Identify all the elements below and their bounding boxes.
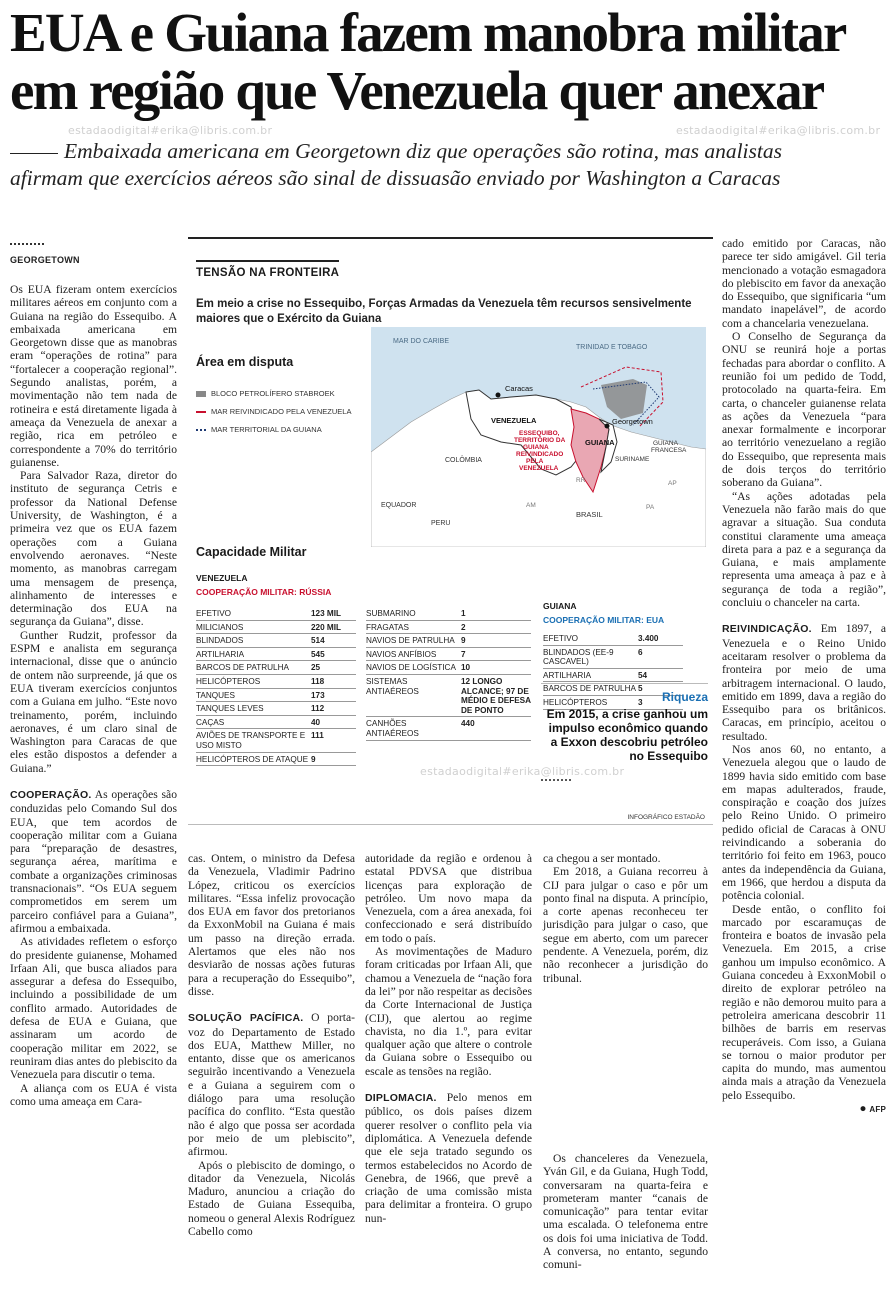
riqueza-rule [541,779,571,781]
table-row-label: NAVIOS ANFÍBIOS [366,649,437,659]
map-label-rr: RR [576,477,586,484]
table-row-label: ARTILHARIA [543,670,592,680]
paragraph: Após o plebiscito de domingo, o ditador da Venezuela, Nicolás Maduro, anunciou a criação do Estado de Guiana Essequiba, nomeou o general Alexis Rodríguez Cabello como [188,1158,355,1239]
venezuela-cooperation: COOPERAÇÃO MILITAR: RÚSSIA [196,587,332,597]
legend-item: MAR REIVINDICADO PELA VENEZUELA [196,407,351,416]
table-row-label: MILICIANOS [196,622,244,632]
table-row [196,689,356,703]
table-row [196,702,356,716]
riqueza-box [541,683,708,781]
table-row [366,634,531,648]
dispute-map [371,327,706,547]
paragraph: Gunther Rudzit, professor da ESPM e analista em segurança internacional, disse que o anúncio de ontem não surpreende, já que os EUA tiveram exercícios conjuntos com a Guiana em julho. “Este novo treinamento, porém, incluindo aeronaves, é um claro sinal de Washington para Caracas de que eles estão dispostos a defender a Guiana.” [10,628,177,775]
map-caracas-marker [496,393,501,398]
table-row-label: EFETIVO [543,634,579,643]
map-label-mar: MAR DO CARIBE [393,338,450,345]
map-legend [196,389,351,434]
table-row [196,675,356,689]
column-2 [188,852,355,1238]
paragraph: Para Salvador Raza, diretor do instituto de segurança Cetris e professor da National Defense University, de Washington, é a primeira vez que os EUA fazem operações com a Guiana envolvendo aeronaves. “Neste momento, as manobras carregam uma mensagem de presença, alinhamento de interesses e determinação dos EUA na segurança da Guiana”, disse. [10,469,177,629]
table-row-label: BLINDADOS (EE-9 CASCAVEL) [543,647,614,667]
map-label-georgetown: Georgetown [612,417,653,426]
column-5 [722,237,886,1116]
table-row [196,621,356,635]
table-row-value: 173 [311,690,325,700]
signoff: AFP [869,1105,886,1114]
paragraph: Desde então, o conflito foi marcado por escaramuças de fronteira e boatos de invasão pela Venezuela. Em 2015, a crise ganhou um impulso econômico. A Guiana concedeu à ExxonMobil o direito de explorar petróleo na região e não demorou muito para a petroleira americana descobrir 11 bilhões de barris em reservas recuperáveis. Com isso, a Guiana se tornou o maior produtor per capita do mundo, mas aumentou ainda mais a atração da Venezuela pelo Essequibo. [722,902,886,1102]
table-row-value: 514 [311,636,325,646]
table-row [196,661,356,675]
map-label-ap: AP [668,480,677,487]
dateline: GEORGETOWN [10,255,80,265]
map-label-guiana-francesa: GUIANA FRANCESA [651,440,687,454]
table-row-value: 112 [311,704,325,714]
table-row-value: 54 [638,670,648,680]
capacity-heading: Capacidade Militar [196,545,307,559]
map-label-guiana: GUIANA [585,438,615,447]
table-row-label: FRAGATAS [366,622,409,632]
paragraph: Em 2018, a Guiana recorreu à CIJ para julgar o caso e pôr um ponto final na disputa. A princípio, a corte apenas reconheceu ter jurisdição para julgar o caso, que segue em aberto, com um parecer pendente. A Venezuela, porém, diz não reconhecer a jurisdição do tribunal. [543,865,708,985]
paragraph: Nos anos 60, no entanto, a Venezuela alegou que o laudo de 1899 havia sido emitido com base em mapas adulterados, fraude, conspiração e coação dos juízes pelo Reino Unido. O primeiro pedido oficial de Caracas à ONU reivindicando a soberania do território foi feito em 1963, pouco antes da independência da Guiana, em 1966, que herdou a disputa da potência colonial. [722,742,886,903]
deck-rule [10,153,58,154]
table-row-label: TANQUES [196,690,235,700]
table-row-value: 1 [461,609,466,618]
table-row-label: HELICÓPTEROS [543,697,608,707]
legend-swatch-territorial-sea [196,429,206,431]
table-row-value: 123 MIL [311,609,342,618]
paragraph: Pelo menos em público, os dois países dizem querer resolver o conflito pela via diplomática. A Venezuela defende que ele seja tratado segundo os termos estabelecidos no Acordo de Genebra, de 1966, que prevê a criação de uma comissão mista para delimitar a fronteira. O grupo nun- [365,1091,532,1225]
table-row-value: 7 [461,649,466,659]
table-row [196,634,356,648]
table-row-label: BARCOS DE PATRULHA [543,684,636,694]
table-row [196,729,356,752]
column-3 [365,852,532,1225]
map-label-colombia: COLÔMBIA [445,457,482,464]
table-row-label: CAÇAS [196,717,225,727]
table-row-value: 440 [461,719,475,729]
table-row-label: TANQUES LEVES [196,704,264,714]
venezuela-table-b [366,607,531,741]
column-4-continued [543,1152,708,1272]
table-row [366,621,531,635]
venezuela-table-a [196,607,356,766]
table-row-value: 9 [311,754,316,764]
table-row-label: SUBMARINO [366,609,416,618]
map-label-pa: PA [646,504,655,511]
paragraph: A aliança com os EUA é vista como uma ameaça em Cara- [10,1081,177,1108]
table-row-value: 40 [311,717,321,727]
paragraph: cado emitido por Caracas, não parece ter sido amigável. Gil teria mencionado a votação esmagadora do plebiscito em favor da anexação do Essequibo, que significaria “um mandato inapelável”, de acordo com a chancelaria venezuelana. [722,237,886,330]
table-row-label: BLINDADOS [196,636,244,646]
table-row-value: 2 [461,622,466,632]
table-row-label: EFETIVO [196,609,232,618]
paragraph: As operações são conduzidas pelo Comando Sul dos EUA, que tem acordos de cooperação militar com a Guiana para “preparação de desastres, segurança aérea, marítima e combate a organizações criminosas transnacionais”. “Os EUA seguem comprometidos em serem um parceiro confiável para a Guiana”, afirmou a embaixada. [10,787,177,935]
paragraph: “As ações adotadas pela Venezuela não farão mais do que agravar a situação. Sua conduta constitui claramente uma ameaça direta para a paz e a segurança da Guiana, e mais amplamente representa uma ameaça à paz e à segurança de toda a região”, concluiu o chanceler na carta. [722,489,886,610]
paragraph: autoridade da região e ordenou à estatal PDVSA que distribua licenças para exploração de petróleo. Um novo mapa da Venezuela, com a área anexada, foi confeccionado e será distribuído em todo o país. [365,852,532,945]
legend-item: MAR TERRITORIAL DA GUIANA [196,425,351,434]
table-row [196,753,356,767]
table-row-value: 10 [461,663,471,673]
table-row-label: NAVIOS DE LOGÍSTICA [366,663,456,673]
headline-line-2: em região que Venezuela quer anexar [10,60,824,121]
table-row [366,661,531,675]
headline-line-1: EUA e Guiana fazem manobra militar [10,2,846,63]
table-row-value: 6 [638,647,643,657]
table-row-value: 12 LONGO ALCANCE; 97 DE MÉDIO E DEFESA DE PONTO [461,676,531,715]
infographic-title: TENSÃO NA FRONTEIRA [196,260,339,279]
map-label-essequibo: ESSEQUIBO, TERRITÓRIO DA GUIANA REIVINDICADO PELA VENEZUELA [514,430,566,472]
section-kicker: COOPERAÇÃO. [10,788,92,801]
table-row-label: NAVIOS DE PATRULHA [366,636,455,646]
map-heading: Área em disputa [196,355,294,369]
table-row-value: 118 [311,676,325,686]
section-kicker: DIPLOMACIA. [365,1092,437,1105]
table-row-value: 545 [311,649,325,659]
table-row-label: HELICÓPTEROS [196,676,261,686]
guiana-heading: GUIANA [543,601,577,611]
map-label-peru: PERU [431,520,451,527]
table-row [196,648,356,662]
deck [10,138,894,192]
deck-line-2: afirmam que exercícios aéreos são sinal de dissuasão enviado por Washington a Caracas [10,166,781,190]
table-row [366,607,531,621]
table-row-value: 3.400 [638,634,659,643]
paragraph: As atividades refletem o esforço do presidente guianense, Mohamed Irfaan Ali, que busca aliados para assegurar a defesa do Essequibo, incluindo a possibilidade de um conflito armado. Autoridades de defesa de EUA e Guiana, que assinaram um acordo de cooperação militar em 2022, se reuniram dias antes do plebiscito da Venezuela para discutir o tema. [10,935,177,1082]
riqueza-label: Riqueza [661,690,708,704]
legend-item: BLOCO PETROLÍFERO STABROEK [196,389,351,398]
map-label-trinidad: TRINIDAD E TOBAGO [576,344,648,351]
column-4 [543,852,708,985]
infographic-credit: INFOGRÁFICO ESTADÃO [627,814,705,821]
map-georgetown-marker [605,424,610,429]
watermark: estadaodigital#erika@libris.com.br [676,124,881,137]
table-row [196,607,356,621]
table-row [543,646,683,669]
table-row-label: ARTILHARIA [196,649,245,659]
legend-swatch-stabroek [196,391,206,397]
table-row [366,675,531,717]
map-label-venezuela: VENEZUELA [491,416,537,425]
headline [10,4,890,120]
paragraph: As movimentações de Maduro foram criticadas por Irfaan Ali, que chamou a Venezuela de “nação fora da lei” por não respeitar as decisões da Corte Internacional de Justiça (CIJ), que alertou ao regime chavista, no dia 1.º, para evitar qualquer ação que altere o controle da Guiana sobre o Essequibo ou escale as tensões na região. [365,945,532,1078]
table-row [543,669,683,683]
table-row-value: 25 [311,663,321,673]
map-label-brasil: BRASIL [576,510,603,519]
map-label-equador: EQUADOR [381,502,417,509]
paragraph: O Conselho de Segurança da ONU se reunirá hoje a portas fechadas para abordar o conflito. A reunião foi um pedido de Todd, protocolado na quarta-feira. Em carta, o chanceler guianense relata as ações da Venezuela “para anexar formalmente e incorporar ao território venezuelano a região do Essequibo, que representa mais de dois terços do território soberano da Guiana”. [722,330,886,490]
table-row [543,632,683,646]
table-row [366,648,531,662]
table-row-value: 5 [638,684,643,694]
table-row-value: 111 [311,731,324,741]
paragraph: Os EUA fizeram ontem exercícios militares aéreos em conjunto com a Guiana na região do Essequibo. A embaixada americana em Georgetown disse que as manobras eram “operações de rotina” para “fortalecer a cooperação regional”. Segundo analistas, porém, a movimentação não tem nada de rotineira e está diretamente ligada à ameaça da Venezuela de anexar a região, rica em petróleo e correspondente a 70% do território guianense. [10,283,177,469]
section-kicker: REIVINDICAÇÃO. [722,623,812,636]
table-row [196,716,356,730]
column-1 [10,283,177,1108]
venezuela-heading: VENEZUELA [196,573,248,583]
paragraph: ca chegou a ser montado. [543,852,661,865]
paragraph: cas. Ontem, o ministro da Defesa da Venezuela, Vladimir Padrino López, criticou os exercícios militares. “Essa infeliz provocação dos EUA em favor dos pretorianos da ExxonMobil na Guiana é mais um passo na direção errada. Alertamos que eles não nos desviarão de nossas ações futuras para a recuperação do Essequibo”, disse. [188,852,355,998]
end-mark-icon: ● [859,1102,867,1115]
map-label-caracas: Caracas [505,384,533,393]
section-kicker: SOLUÇÃO PACÍFICA. [188,1012,304,1025]
dateline-rule [10,243,44,245]
paragraph: Em 1897, a Venezuela e o Reino Unido aceitaram resolver o problema da fronteira por meio de uma arbitragem internacional. O laudo, emitido em 1899, dava a região do Essequibo para os britânicos. Caracas, em princípio, aceitou o resultado. [722,622,886,743]
table-row-label: AVIÕES DE TRANSPORTE E USO MISTO [196,731,306,750]
table-row-label: CANHÕES ANTIAÉREOS [366,719,419,738]
map-label-am: AM [526,502,536,509]
paragraph: O porta-voz do Departamento de Estado dos EUA, Matthew Miller, no entanto, disse que os americanos seguirão incentivando a Venezuela e a Guiana a seguirem com o diálogo para uma resolução pacífica do conflito. “Esta questão não é algo que possa ser acordada por meio de um plebiscito”, afirmou. [188,1011,355,1159]
infographic-subtitle: Em meio a crise no Essequibo, Forças Armadas da Venezuela têm recursos sensivelmente maiores que o Exército da Guiana [196,298,692,325]
deck-line-1: Embaixada americana em Georgetown diz que operações são rotina, mas analistas [64,139,782,163]
watermark: estadaodigital#erika@libris.com.br [68,124,273,137]
table-row-value: 9 [461,636,466,646]
table-row [366,717,531,740]
riqueza-headline: Em 2015, a crise ganhou um impulso econômico quando a Exxon descobriu petróleo no Essequibo [546,707,708,763]
table-row-label: BARCOS DE PATRULHA [196,663,289,673]
map-label-suriname: SURINAME [615,456,650,463]
table-row-label: HELICÓPTEROS DE ATAQUE [196,754,309,764]
table-row-value: 3 [638,697,643,707]
legend-swatch-claimed-sea [196,411,206,413]
table-row-label: SISTEMAS ANTIAÉREOS [366,676,419,696]
paragraph: Os chanceleres da Venezuela, Yván Gil, e da Guiana, Hugh Todd, conversaram na quarta-feira e prometeram manter “canais de comunicação” para tentar evitar uma escalada. O telefonema entre os dois foi uma iniciativa de Todd. A conversa, no entanto, segundo comuni- [543,1152,708,1272]
table-row-value: 220 MIL [311,622,342,632]
watermark: estadaodigital#erika@libris.com.br [420,765,625,778]
guiana-cooperation: COOPERAÇÃO MILITAR: EUA [543,615,665,625]
